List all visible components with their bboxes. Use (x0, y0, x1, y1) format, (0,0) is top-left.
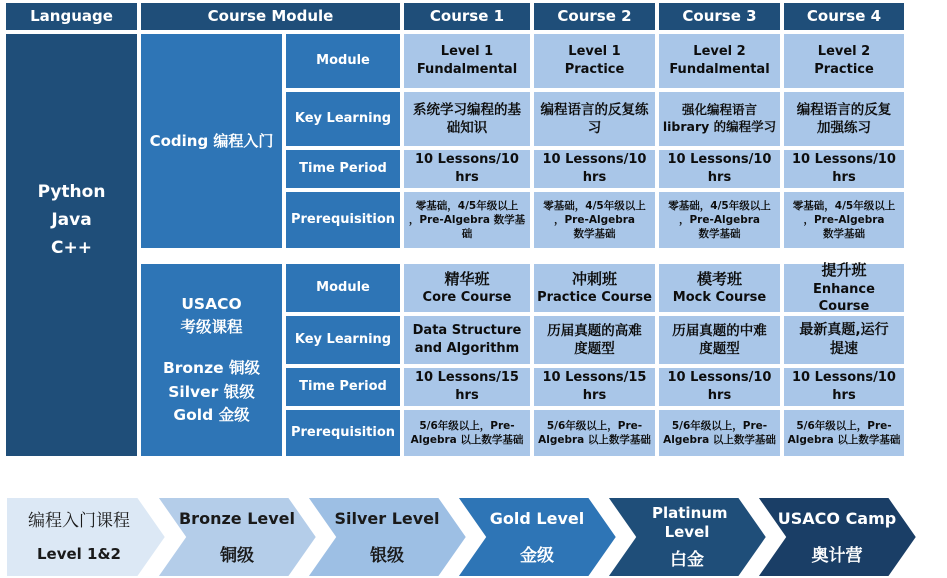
pathway-step (757, 497, 917, 577)
usaco-row-module: Module (286, 264, 400, 312)
coding-time-course-3: 10 Lessons/10 hrs (659, 150, 780, 188)
usaco-key-learning-course-1: Data Structure and Algorithm (404, 316, 530, 364)
language-item: C++ (51, 238, 92, 259)
usaco-module-course-3: 模考班 Mock Course (659, 264, 780, 312)
usaco-row-time-period: Time Period (286, 368, 400, 406)
usaco-key-learning-course-4: 最新真题,运行 提速 (784, 316, 904, 364)
coding-prereq-course-2: 零基础，4/5年级以上 ，Pre-Algebra 数学基础 (534, 192, 655, 248)
usaco-module-course-1: 精华班 Core Course (404, 264, 530, 312)
coding-module-course-2: Level 1 Practice (534, 34, 655, 88)
usaco-time-course-4: 10 Lessons/10 hrs (784, 368, 904, 406)
usaco-module-course-4: 提升班 Enhance Course (784, 264, 904, 312)
coding-prereq-course-1: 零基础，4/5年级以上 ，Pre-Algebra 数学基础 (404, 192, 530, 248)
usaco-prereq-course-3: 5/6年级以上，Pre- Algebra 以上数学基础 (659, 410, 780, 456)
usaco-time-course-1: 10 Lessons/15 hrs (404, 368, 530, 406)
usaco-row-key-learning: Key Learning (286, 316, 400, 364)
usaco-module-course-2: 冲刺班 Practice Course (534, 264, 655, 312)
pathway-step-title: Platinum Level (652, 503, 728, 541)
language-list (6, 34, 137, 456)
pathway-step-title: Silver Level (334, 508, 440, 528)
pathway-step (307, 497, 467, 577)
coding-row-module: Module (286, 34, 400, 88)
pathway-step-subtitle: 奥计营 (811, 545, 863, 566)
coding-key-learning-course-3: 强化编程语言 library 的编程学习 (659, 92, 780, 146)
usaco-prereq-course-2: 5/6年级以上，Pre- Algebra 以上数学基础 (534, 410, 655, 456)
coding-row-key-learning: Key Learning (286, 92, 400, 146)
usaco-row-prerequisite: Prerequisition (286, 410, 400, 456)
pathway-step-subtitle: 银级 (370, 545, 404, 566)
coding-key-learning-course-1: 系统学习编程的基 础知识 (404, 92, 530, 146)
coding-key-learning-course-4: 编程语言的反复 加强练习 (784, 92, 904, 146)
usaco-time-course-3: 10 Lessons/10 hrs (659, 368, 780, 406)
pathway-step-subtitle: 白金 (670, 550, 704, 571)
usaco-group-label: USACO 考级课程 Bronze 铜级 Silver 银级 Gold 金级 (141, 264, 282, 456)
header-course-4: Course 4 (784, 3, 904, 30)
pathway-step (457, 497, 617, 577)
pathway-step (607, 497, 767, 577)
usaco-prereq-course-4: 5/6年级以上，Pre- Algebra 以上数学基础 (784, 410, 904, 456)
language-item: Java (51, 209, 92, 230)
coding-module-course-3: Level 2 Fundalmental (659, 34, 780, 88)
coding-row-prerequisite: Prerequisition (286, 192, 400, 248)
usaco-key-learning-course-3: 历届真题的中难 度题型 (659, 316, 780, 364)
language-item: Python (37, 181, 106, 202)
coding-prereq-course-4: 零基础，4/5年级以上 ，Pre-Algebra 数学基础 (784, 192, 904, 248)
header-course-1: Course 1 (404, 3, 530, 30)
coding-time-course-4: 10 Lessons/10 hrs (784, 150, 904, 188)
header-language: Language (6, 3, 137, 30)
coding-prereq-course-3: 零基础，4/5年级以上 ，Pre-Algebra 数学基础 (659, 192, 780, 248)
pathway-step-title: USACO Camp (777, 508, 897, 528)
coding-time-course-1: 10 Lessons/10 hrs (404, 150, 530, 188)
usaco-time-course-2: 10 Lessons/15 hrs (534, 368, 655, 406)
header-course-module: Course Module (141, 3, 400, 30)
pathway-step-title: Bronze Level (178, 508, 295, 528)
pathway-step-subtitle: 金级 (520, 545, 554, 566)
pathway-step-subtitle: Level 1&2 (36, 544, 121, 563)
pathway-step-title: Gold Level (489, 508, 585, 528)
coding-row-time-period: Time Period (286, 150, 400, 188)
pathway-step (6, 497, 166, 577)
coding-module-course-1: Level 1 Fundalmental (404, 34, 530, 88)
pathway-step (157, 497, 317, 577)
coding-module-course-4: Level 2 Practice (784, 34, 904, 88)
coding-key-learning-course-2: 编程语言的反复练 习 (534, 92, 655, 146)
coding-time-course-2: 10 Lessons/10 hrs (534, 150, 655, 188)
pathway-step-subtitle: 铜级 (220, 545, 254, 566)
pathway-step-title: 编程入门课程 (28, 511, 130, 532)
coding-group-label: Coding 编程入门 (141, 34, 282, 248)
header-course-3: Course 3 (659, 3, 780, 30)
usaco-prereq-course-1: 5/6年级以上，Pre- Algebra 以上数学基础 (404, 410, 530, 456)
usaco-key-learning-course-2: 历届真题的高难 度题型 (534, 316, 655, 364)
header-course-2: Course 2 (534, 3, 655, 30)
